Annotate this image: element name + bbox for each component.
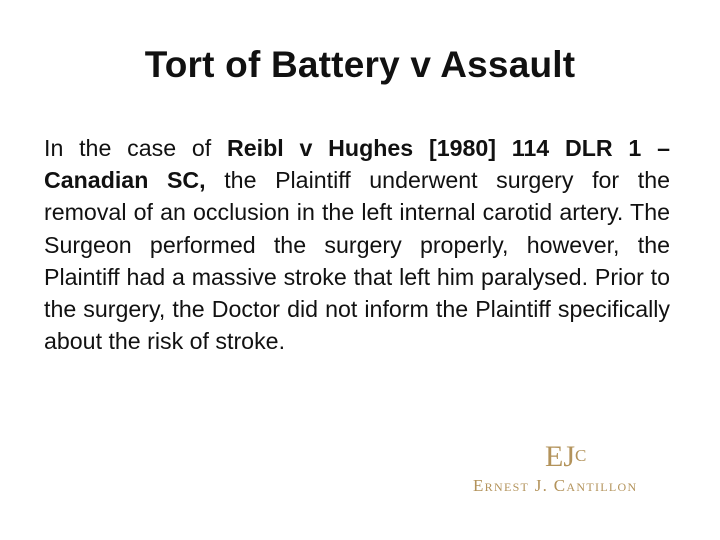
slide-paragraph: [44, 132, 670, 357]
logo-monogram-sup: C: [575, 446, 587, 465]
logo-name: Ernest J. Cantillon: [473, 476, 638, 495]
case-citation: Reibl v Hughes [1980] 114 DLR 1 – Canadian SC,: [44, 135, 670, 194]
paragraph-rest: the Plaintiff underwent surgery for the removal of an occlusion in the left internal carotid artery. The Surgeon performed the surgery properly, however, the Plaintiff had a massive stroke that left him paralysed. Prior to the surgery, the Doctor did not inform the Plaintiff specifically about the risk of stroke.: [44, 167, 670, 355]
ernest-j-cantillon-logo: [470, 440, 702, 500]
paragraph-intro: In the case of: [44, 135, 228, 161]
slide-title: Tort of Battery v Assault: [144, 44, 576, 85]
logo-monogram-main: EJ: [545, 440, 575, 473]
logo-monogram: [545, 440, 586, 474]
